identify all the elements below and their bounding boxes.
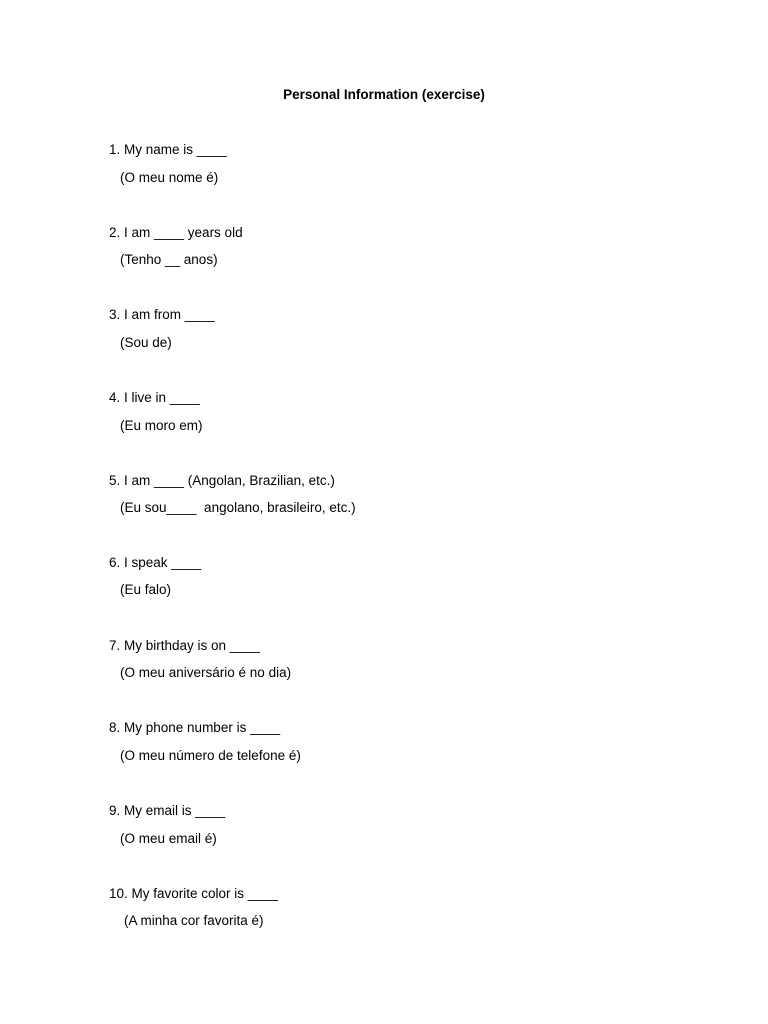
translation-3: (Sou de) xyxy=(120,335,172,350)
question-9: 9. My email is ____ xyxy=(109,803,226,818)
translation-8: (O meu número de telefone é) xyxy=(120,748,301,763)
question-4: 4. I live in ____ xyxy=(109,390,200,405)
question-3: 3. I am from ____ xyxy=(109,307,215,322)
translation-10: (A minha cor favorita é) xyxy=(124,913,264,928)
translation-9: (O meu email é) xyxy=(120,831,217,846)
question-5: 5. I am ____ (Angolan, Brazilian, etc.) xyxy=(109,473,335,488)
question-7: 7. My birthday is on ____ xyxy=(109,638,260,653)
question-8: 8. My phone number is ____ xyxy=(109,720,281,735)
translation-5: (Eu sou____ angolano, brasileiro, etc.) xyxy=(120,500,356,515)
translation-6: (Eu falo) xyxy=(120,582,172,597)
translation-7: (O meu aniversário é no dia) xyxy=(120,665,292,680)
question-6: 6. I speak ____ xyxy=(109,555,202,570)
question-10: 10. My favorite color is ____ xyxy=(109,886,278,901)
translation-1: (O meu nome é) xyxy=(120,170,219,185)
translation-4: (Eu moro em) xyxy=(120,418,203,433)
question-2: 2. I am ____ years old xyxy=(109,225,243,240)
question-1: 1. My name is ____ xyxy=(109,142,227,157)
translation-2: (Tenho __ anos) xyxy=(120,252,218,267)
document-title: Personal Information (exercise) xyxy=(283,87,485,102)
